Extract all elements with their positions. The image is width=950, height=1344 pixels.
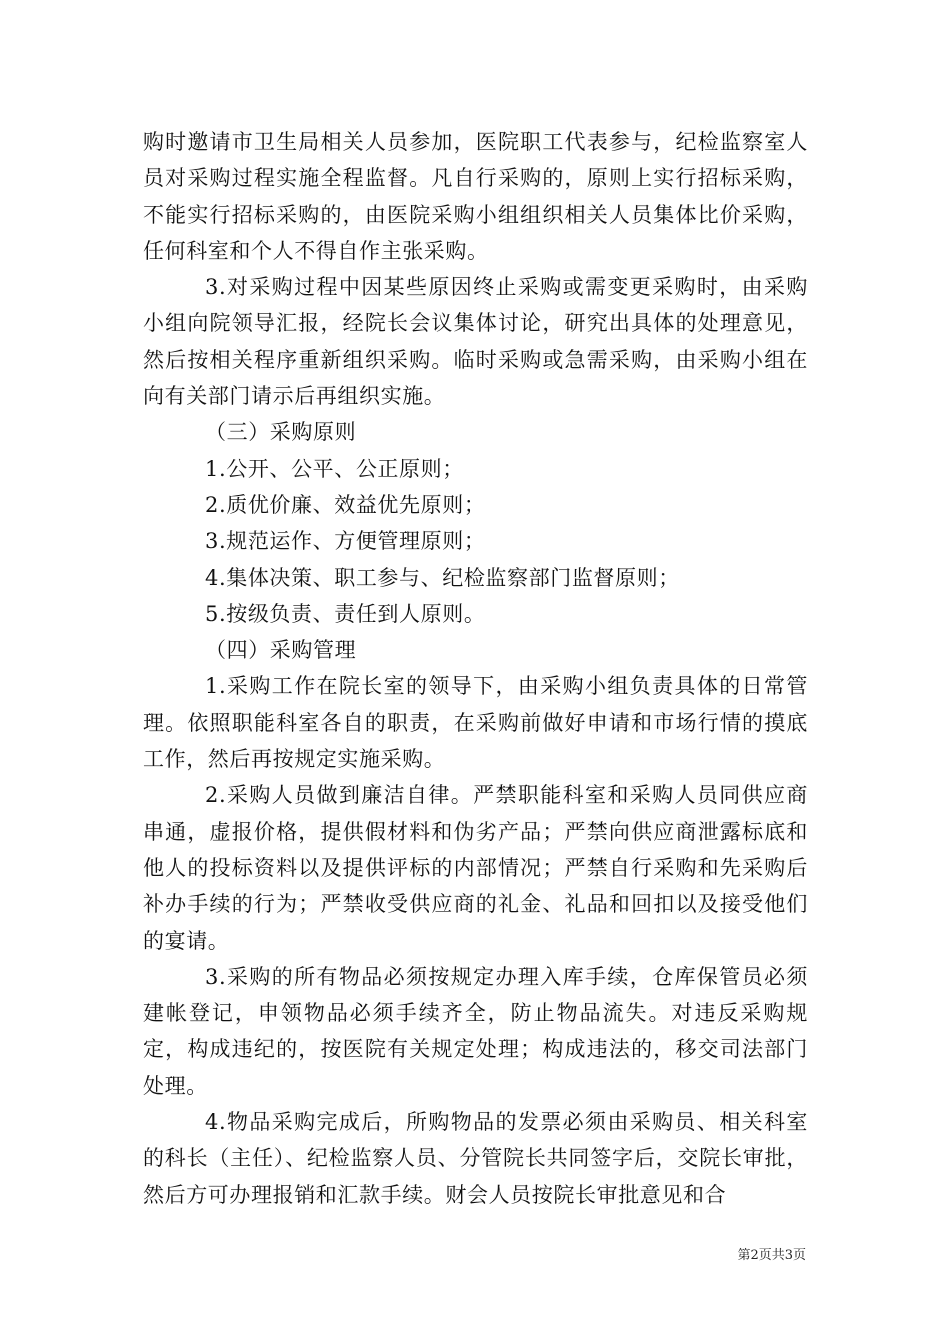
principle-item: 3.规范运作、方便管理原则；: [205, 529, 486, 554]
principle-item: 1.公开、公平、公正原则；: [205, 456, 464, 481]
section-heading-principles: （三）采购原则: [205, 420, 357, 445]
page-number: 第2页共3页: [737, 1248, 806, 1263]
management-paragraph: 3.采购的所有物品必须按规定办理入库手续，仓库保管员必须建帐登记，申领物品必须手续齐全，防止物品流失。对违反采购规定，构成违纪的，按医院有关规定处理；构成违法的，移交司法部门处理。: [143, 964, 808, 1098]
management-paragraph: 4.物品采购完成后，所购物品的发票必须由采购员、相关科室的科长（主任）、纪检监察人员、分管院长共同签字后，交院长审批，然后方可办理报销和汇款手续。财会人员按院长审批意见和合: [143, 1110, 808, 1207]
document-body: [143, 124, 808, 1213]
principle-item: 2.质优价廉、效益优先原则；: [205, 492, 486, 517]
section-heading-management: （四）采购管理: [205, 638, 357, 663]
principle-item: 4.集体决策、职工参与、纪检监察部门监督原则；: [205, 565, 680, 590]
management-paragraph: 2.采购人员做到廉洁自律。严禁职能科室和采购人员同供应商串通，虚报价格，提供假材料和伪劣产品；严禁向供应商泄露标底和他人的投标资料以及提供评标的内部情况；严禁自行采购和先采购后补办手续的行为；严禁收受供应商的礼金、礼品和回扣以及接受他们的宴请。: [143, 783, 808, 953]
paragraph-procurement-supervision: 购时邀请市卫生局相关人员参加，医院职工代表参与，纪检监察室人员对采购过程实施全程监督。凡自行采购的，原则上实行招标采购，不能实行招标采购的，由医院采购小组组织相关人员集体比价采购，任何科室和个人不得自作主张采购。: [143, 130, 808, 263]
paragraph-procurement-change: 3.对采购过程中因某些原因终止采购或需变更采购时，由采购小组向院领导汇报，经院长会议集体讨论，研究出具体的处理意见，然后按相关程序重新组织采购。临时采购或急需采购，由采购小组在向有关部门请示后再组织实施。: [143, 275, 808, 409]
management-paragraph: 1.采购工作在院长室的领导下，由采购小组负责具体的日常管理。依照职能科室各自的职责，在采购前做好申请和市场行情的摸底工作，然后再按规定实施采购。: [143, 674, 808, 772]
principle-item: 5.按级负责、责任到人原则。: [205, 601, 486, 626]
